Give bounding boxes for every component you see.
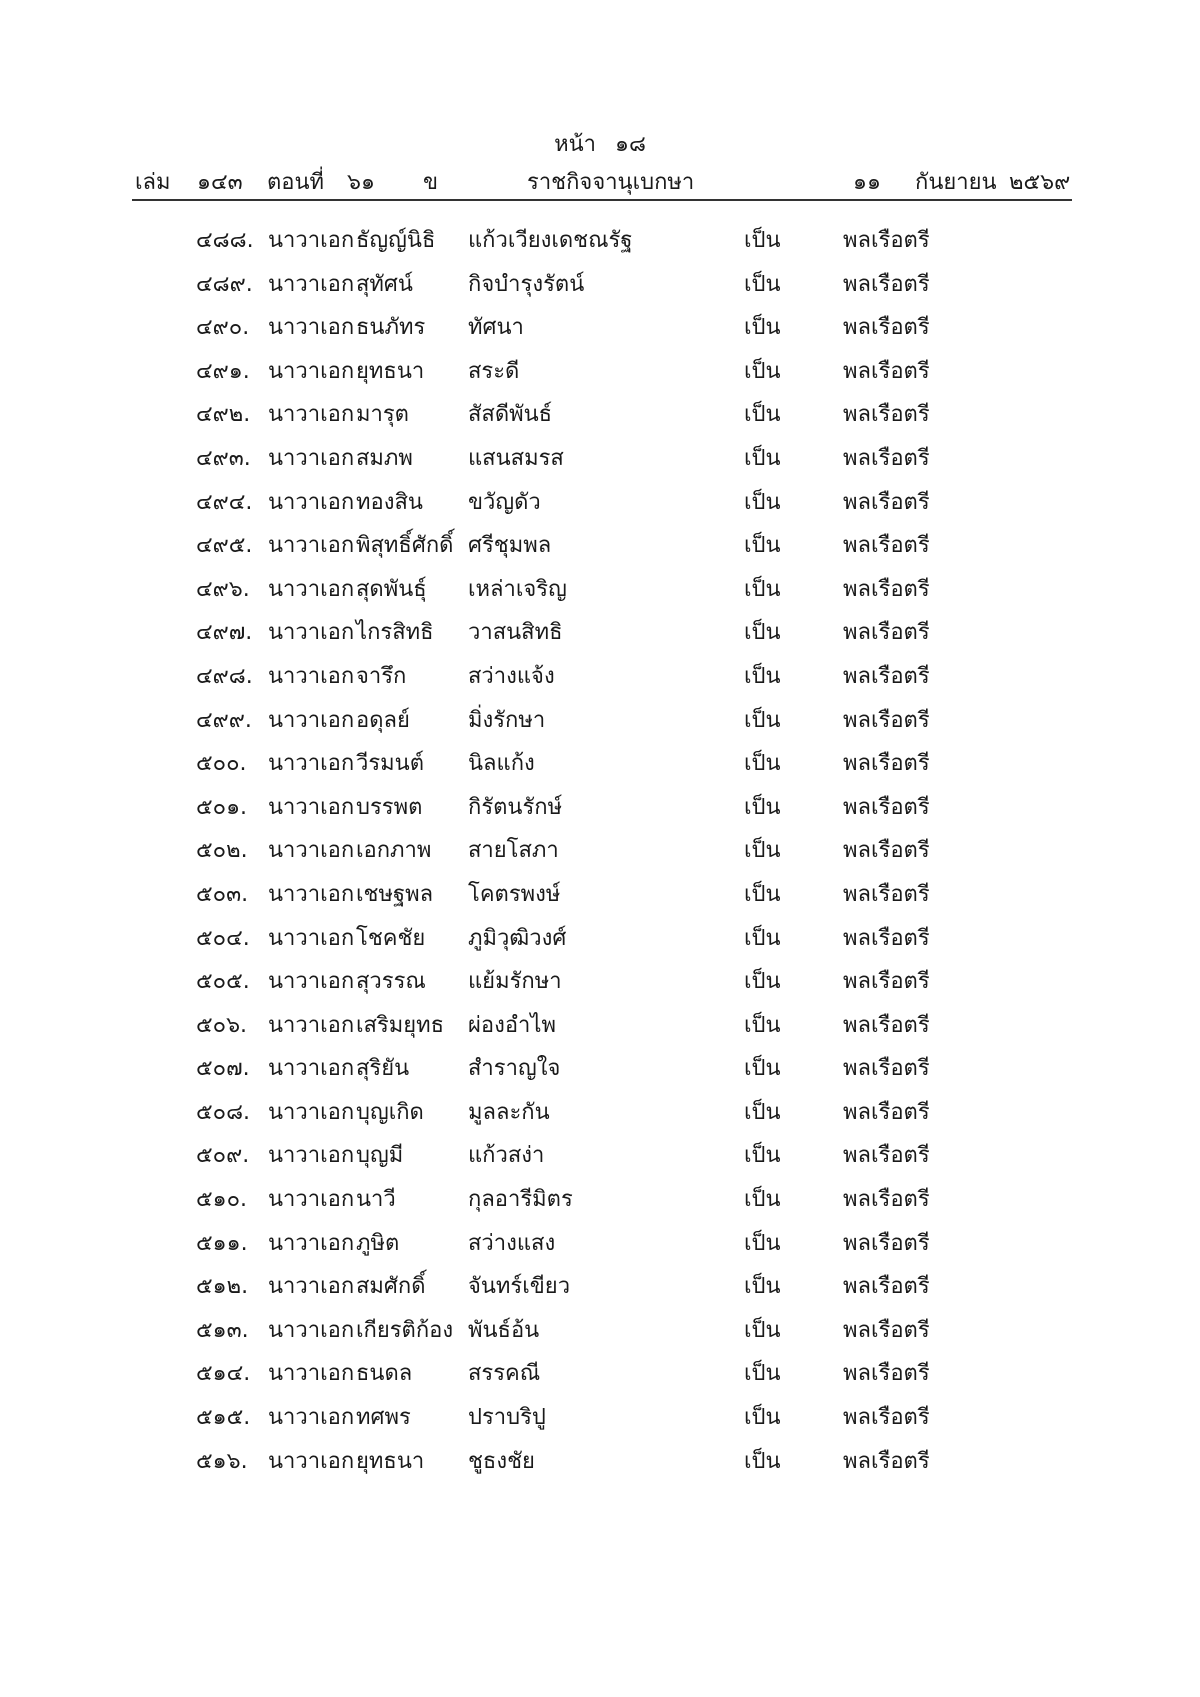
current-rank: นาวาเอก (268, 576, 355, 602)
first-name: สมศักดิ์ (356, 1274, 426, 1300)
first-name: ทองสิน (356, 489, 423, 515)
last-name: สายโสภา (468, 838, 559, 864)
new-rank: พลเรือตรี (843, 1099, 930, 1125)
first-name: ธัญญ์นิธิ (356, 228, 436, 253)
to-be-label: เป็น (744, 358, 781, 384)
entry-number: ๕๐๙. (196, 1143, 250, 1169)
entry-number: ๔๙๓. (196, 445, 251, 471)
current-rank: นาวาเอก (268, 969, 355, 995)
to-be-label: เป็น (744, 1099, 781, 1125)
entry-number: ๕๐๐. (196, 751, 247, 777)
last-name: แก้วสง่า (468, 1143, 545, 1169)
new-rank: พลเรือตรี (843, 707, 930, 733)
current-rank: นาวาเอก (268, 358, 355, 384)
list-item (0, 575, 1200, 619)
first-name: บุญเกิด (356, 1099, 424, 1125)
current-rank: นาวาเอก (268, 1143, 355, 1169)
last-name: แสนสมรส (468, 445, 564, 471)
new-rank: พลเรือตรี (843, 402, 930, 428)
entry-number: ๔๙๕. (196, 533, 253, 559)
list-item (0, 880, 1200, 924)
list-item (0, 793, 1200, 837)
first-name: ธนดล (356, 1361, 413, 1387)
header-divider (132, 199, 1072, 201)
new-rank: พลเรือตรี (843, 1187, 930, 1213)
journal-title: ราชกิจจานุเบกษา (527, 170, 695, 195)
list-item (0, 967, 1200, 1011)
entry-number: ๔๘๘. (196, 228, 254, 253)
entry-number: ๕๐๖. (196, 1012, 248, 1038)
entry-number: ๕๐๒. (196, 838, 248, 864)
new-rank: พลเรือตรี (843, 1012, 930, 1038)
current-rank: นาวาเอก (268, 1187, 355, 1213)
list-item (0, 1447, 1200, 1491)
page-label: หน้า (554, 132, 596, 157)
last-name: ศรีชุมพล (468, 533, 552, 559)
first-name: ไกรสิทธิ (356, 620, 434, 646)
current-rank: นาวาเอก (268, 620, 355, 646)
last-name: จันทร์เขียว (468, 1274, 571, 1300)
to-be-label: เป็น (744, 620, 781, 646)
first-name: เอกภาพ (356, 838, 432, 864)
last-name: กิจบำรุงรัตน์ (468, 271, 585, 297)
new-rank: พลเรือตรี (843, 925, 930, 951)
current-rank: นาวาเอก (268, 489, 355, 515)
to-be-label: เป็น (744, 1274, 781, 1300)
new-rank: พลเรือตรี (843, 620, 930, 646)
current-rank: นาวาเอก (268, 1405, 355, 1431)
current-rank: นาวาเอก (268, 271, 355, 297)
to-be-label: เป็น (744, 1448, 781, 1474)
new-rank: พลเรือตรี (843, 315, 930, 341)
current-rank: นาวาเอก (268, 1056, 355, 1082)
last-name: โคตรพงษ์ (468, 881, 561, 907)
to-be-label: เป็น (744, 969, 781, 995)
new-rank: พลเรือตรี (843, 1056, 930, 1082)
entry-number: ๕๐๑. (196, 794, 248, 820)
date-year: ๒๕๖๙ (1009, 170, 1071, 195)
first-name: พิสุทธิ์ศักดิ์ (356, 533, 454, 559)
list-item (0, 1011, 1200, 1055)
issue-label: ตอนที่ (267, 170, 325, 195)
first-name: อดุลย์ (356, 707, 410, 733)
entry-number: ๔๙๗. (196, 620, 253, 646)
entry-number: ๕๑๖. (196, 1448, 248, 1474)
entry-number: ๕๑๕. (196, 1405, 251, 1431)
to-be-label: เป็น (744, 1317, 781, 1343)
first-name: ภูษิต (356, 1230, 400, 1256)
entry-number: ๕๐๗. (196, 1056, 250, 1082)
last-name: วาสนสิทธิ (468, 620, 563, 646)
list-item (0, 1316, 1200, 1360)
first-name: เสริมยุทธ (356, 1012, 445, 1038)
to-be-label: เป็น (744, 315, 781, 341)
new-rank: พลเรือตรี (843, 881, 930, 907)
list-item (0, 1054, 1200, 1098)
entry-number: ๕๑๔. (196, 1361, 251, 1387)
entry-number: ๕๑๐. (196, 1187, 248, 1213)
first-name: นาวี (356, 1187, 396, 1213)
entry-number: ๔๙๙. (196, 707, 252, 733)
list-item (0, 1141, 1200, 1185)
list-item (0, 1229, 1200, 1273)
first-name: สุดพันธุ์ (356, 576, 427, 602)
promotion-list (0, 226, 1200, 1490)
list-item (0, 618, 1200, 662)
to-be-label: เป็น (744, 1143, 781, 1169)
list-item (0, 444, 1200, 488)
to-be-label: เป็น (744, 838, 781, 864)
entry-number: ๔๙๔. (196, 489, 253, 515)
first-name: เชษฐพล (356, 881, 434, 907)
to-be-label: เป็น (744, 881, 781, 907)
to-be-label: เป็น (744, 1056, 781, 1082)
current-rank: นาวาเอก (268, 1361, 355, 1387)
first-name: สุริยัน (356, 1056, 410, 1082)
gazette-header (135, 164, 1070, 198)
first-name: ธนภัทร (356, 315, 426, 341)
first-name: ทศพร (356, 1405, 411, 1431)
last-name: นิลแก้ง (468, 751, 535, 777)
page-number (0, 126, 1200, 161)
last-name: สัสดีพันธ์ (468, 402, 553, 428)
to-be-label: เป็น (744, 1012, 781, 1038)
list-item (0, 400, 1200, 444)
to-be-label: เป็น (744, 228, 781, 253)
list-item (0, 313, 1200, 357)
list-item (0, 924, 1200, 968)
last-name: กุลอารีมิตร (468, 1187, 573, 1213)
current-rank: นาวาเอก (268, 228, 355, 253)
current-rank: นาวาเอก (268, 533, 355, 559)
new-rank: พลเรือตรี (843, 228, 930, 253)
entry-number: ๕๑๓. (196, 1317, 249, 1343)
to-be-label: เป็น (744, 1230, 781, 1256)
list-item (0, 706, 1200, 750)
list-item (0, 226, 1200, 270)
list-item (0, 531, 1200, 575)
to-be-label: เป็น (744, 445, 781, 471)
new-rank: พลเรือตรี (843, 663, 930, 689)
current-rank: นาวาเอก (268, 1274, 355, 1300)
current-rank: นาวาเอก (268, 445, 355, 471)
new-rank: พลเรือตรี (843, 358, 930, 384)
first-name: สมภพ (356, 445, 413, 471)
last-name: แย้มรักษา (468, 969, 562, 995)
first-name: โชคชัย (356, 925, 426, 951)
new-rank: พลเรือตรี (843, 751, 930, 777)
current-rank: นาวาเอก (268, 707, 355, 733)
entry-number: ๔๘๙. (196, 271, 253, 297)
list-item (0, 1098, 1200, 1142)
new-rank: พลเรือตรี (843, 533, 930, 559)
list-item (0, 488, 1200, 532)
last-name: เหล่าเจริญ (468, 576, 567, 602)
first-name: สุทัศน์ (356, 271, 413, 297)
current-rank: นาวาเอก (268, 1012, 355, 1038)
last-name: ภูมิวุฒิวงศ์ (468, 925, 567, 951)
current-rank: นาวาเอก (268, 751, 355, 777)
new-rank: พลเรือตรี (843, 489, 930, 515)
new-rank: พลเรือตรี (843, 969, 930, 995)
current-rank: นาวาเอก (268, 663, 355, 689)
last-name: กิรัตนรักษ์ (468, 794, 563, 820)
last-name: แก้วเวียงเดชณรัฐ (468, 228, 633, 253)
to-be-label: เป็น (744, 1187, 781, 1213)
last-name: มิ่งรักษา (468, 707, 546, 733)
first-name: สุวรรณ (356, 969, 426, 995)
list-item (0, 357, 1200, 401)
last-name: สว่างแสง (468, 1230, 556, 1256)
list-item (0, 749, 1200, 793)
last-name: สว่างแจ้ง (468, 663, 555, 689)
to-be-label: เป็น (744, 533, 781, 559)
entry-number: ๔๙๖. (196, 576, 250, 602)
current-rank: นาวาเอก (268, 1317, 355, 1343)
to-be-label: เป็น (744, 271, 781, 297)
new-rank: พลเรือตรี (843, 1143, 930, 1169)
first-name: มารุต (356, 402, 409, 428)
date-day: ๑๑ (853, 170, 881, 195)
list-item (0, 1185, 1200, 1229)
entry-number: ๕๑๑. (196, 1230, 248, 1256)
first-name: เกียรติก้อง (356, 1317, 454, 1343)
last-name: พันธ์อ้น (468, 1317, 540, 1343)
new-rank: พลเรือตรี (843, 1405, 930, 1431)
list-item (0, 1359, 1200, 1403)
entry-number: ๕๐๓. (196, 881, 249, 907)
to-be-label: เป็น (744, 576, 781, 602)
new-rank: พลเรือตรี (843, 576, 930, 602)
first-name: วีรมนต์ (356, 751, 424, 777)
date-month: กันยายน (915, 170, 997, 195)
last-name: ขวัญดัว (468, 489, 541, 515)
new-rank: พลเรือตรี (843, 445, 930, 471)
new-rank: พลเรือตรี (843, 1448, 930, 1474)
to-be-label: เป็น (744, 402, 781, 428)
to-be-label: เป็น (744, 707, 781, 733)
last-name: ปราบริปู (468, 1405, 546, 1431)
volume-label: เล่ม (135, 170, 171, 195)
list-item (0, 1403, 1200, 1447)
last-name: สรรคณี (468, 1361, 541, 1387)
new-rank: พลเรือตรี (843, 1274, 930, 1300)
current-rank: นาวาเอก (268, 925, 355, 951)
entry-number: ๔๙๒. (196, 402, 251, 428)
last-name: ผ่องอำไพ (468, 1012, 556, 1038)
current-rank: นาวาเอก (268, 1448, 355, 1474)
entry-number: ๔๙๘. (196, 663, 253, 689)
to-be-label: เป็น (744, 1405, 781, 1431)
section-letter: ข (423, 170, 439, 195)
last-name: ชูธงชัย (468, 1448, 535, 1474)
first-name: ยุทธนา (356, 358, 425, 384)
new-rank: พลเรือตรี (843, 1230, 930, 1256)
issue-number: ๖๑ (347, 170, 375, 195)
current-rank: นาวาเอก (268, 315, 355, 341)
last-name: สระดี (468, 358, 520, 384)
current-rank: นาวาเอก (268, 838, 355, 864)
current-rank: นาวาเอก (268, 1099, 355, 1125)
entry-number: ๕๐๘. (196, 1099, 251, 1125)
new-rank: พลเรือตรี (843, 794, 930, 820)
current-rank: นาวาเอก (268, 402, 355, 428)
current-rank: นาวาเอก (268, 794, 355, 820)
new-rank: พลเรือตรี (843, 271, 930, 297)
entry-number: ๕๐๔. (196, 925, 250, 951)
first-name: บรรพต (356, 794, 423, 820)
volume-number: ๑๔๓ (197, 170, 243, 195)
to-be-label: เป็น (744, 794, 781, 820)
current-rank: นาวาเอก (268, 881, 355, 907)
to-be-label: เป็น (744, 1361, 781, 1387)
new-rank: พลเรือตรี (843, 1317, 930, 1343)
page-number-value: ๑๘ (614, 132, 646, 157)
entry-number: ๕๐๕. (196, 969, 250, 995)
first-name: ยุทธนา (356, 1448, 425, 1474)
new-rank: พลเรือตรี (843, 1361, 930, 1387)
to-be-label: เป็น (744, 489, 781, 515)
list-item (0, 1272, 1200, 1316)
entry-number: ๕๑๒. (196, 1274, 249, 1300)
last-name: ทัศนา (468, 315, 524, 341)
entry-number: ๔๙๑. (196, 358, 250, 384)
current-rank: นาวาเอก (268, 1230, 355, 1256)
to-be-label: เป็น (744, 751, 781, 777)
first-name: จารึก (356, 663, 407, 689)
to-be-label: เป็น (744, 925, 781, 951)
first-name: บุญมี (356, 1143, 404, 1169)
last-name: สำราญใจ (468, 1056, 561, 1082)
to-be-label: เป็น (744, 663, 781, 689)
list-item (0, 662, 1200, 706)
list-item (0, 836, 1200, 880)
entry-number: ๔๙๐. (196, 315, 250, 341)
list-item (0, 270, 1200, 314)
last-name: มูลละกัน (468, 1099, 550, 1125)
new-rank: พลเรือตรี (843, 838, 930, 864)
